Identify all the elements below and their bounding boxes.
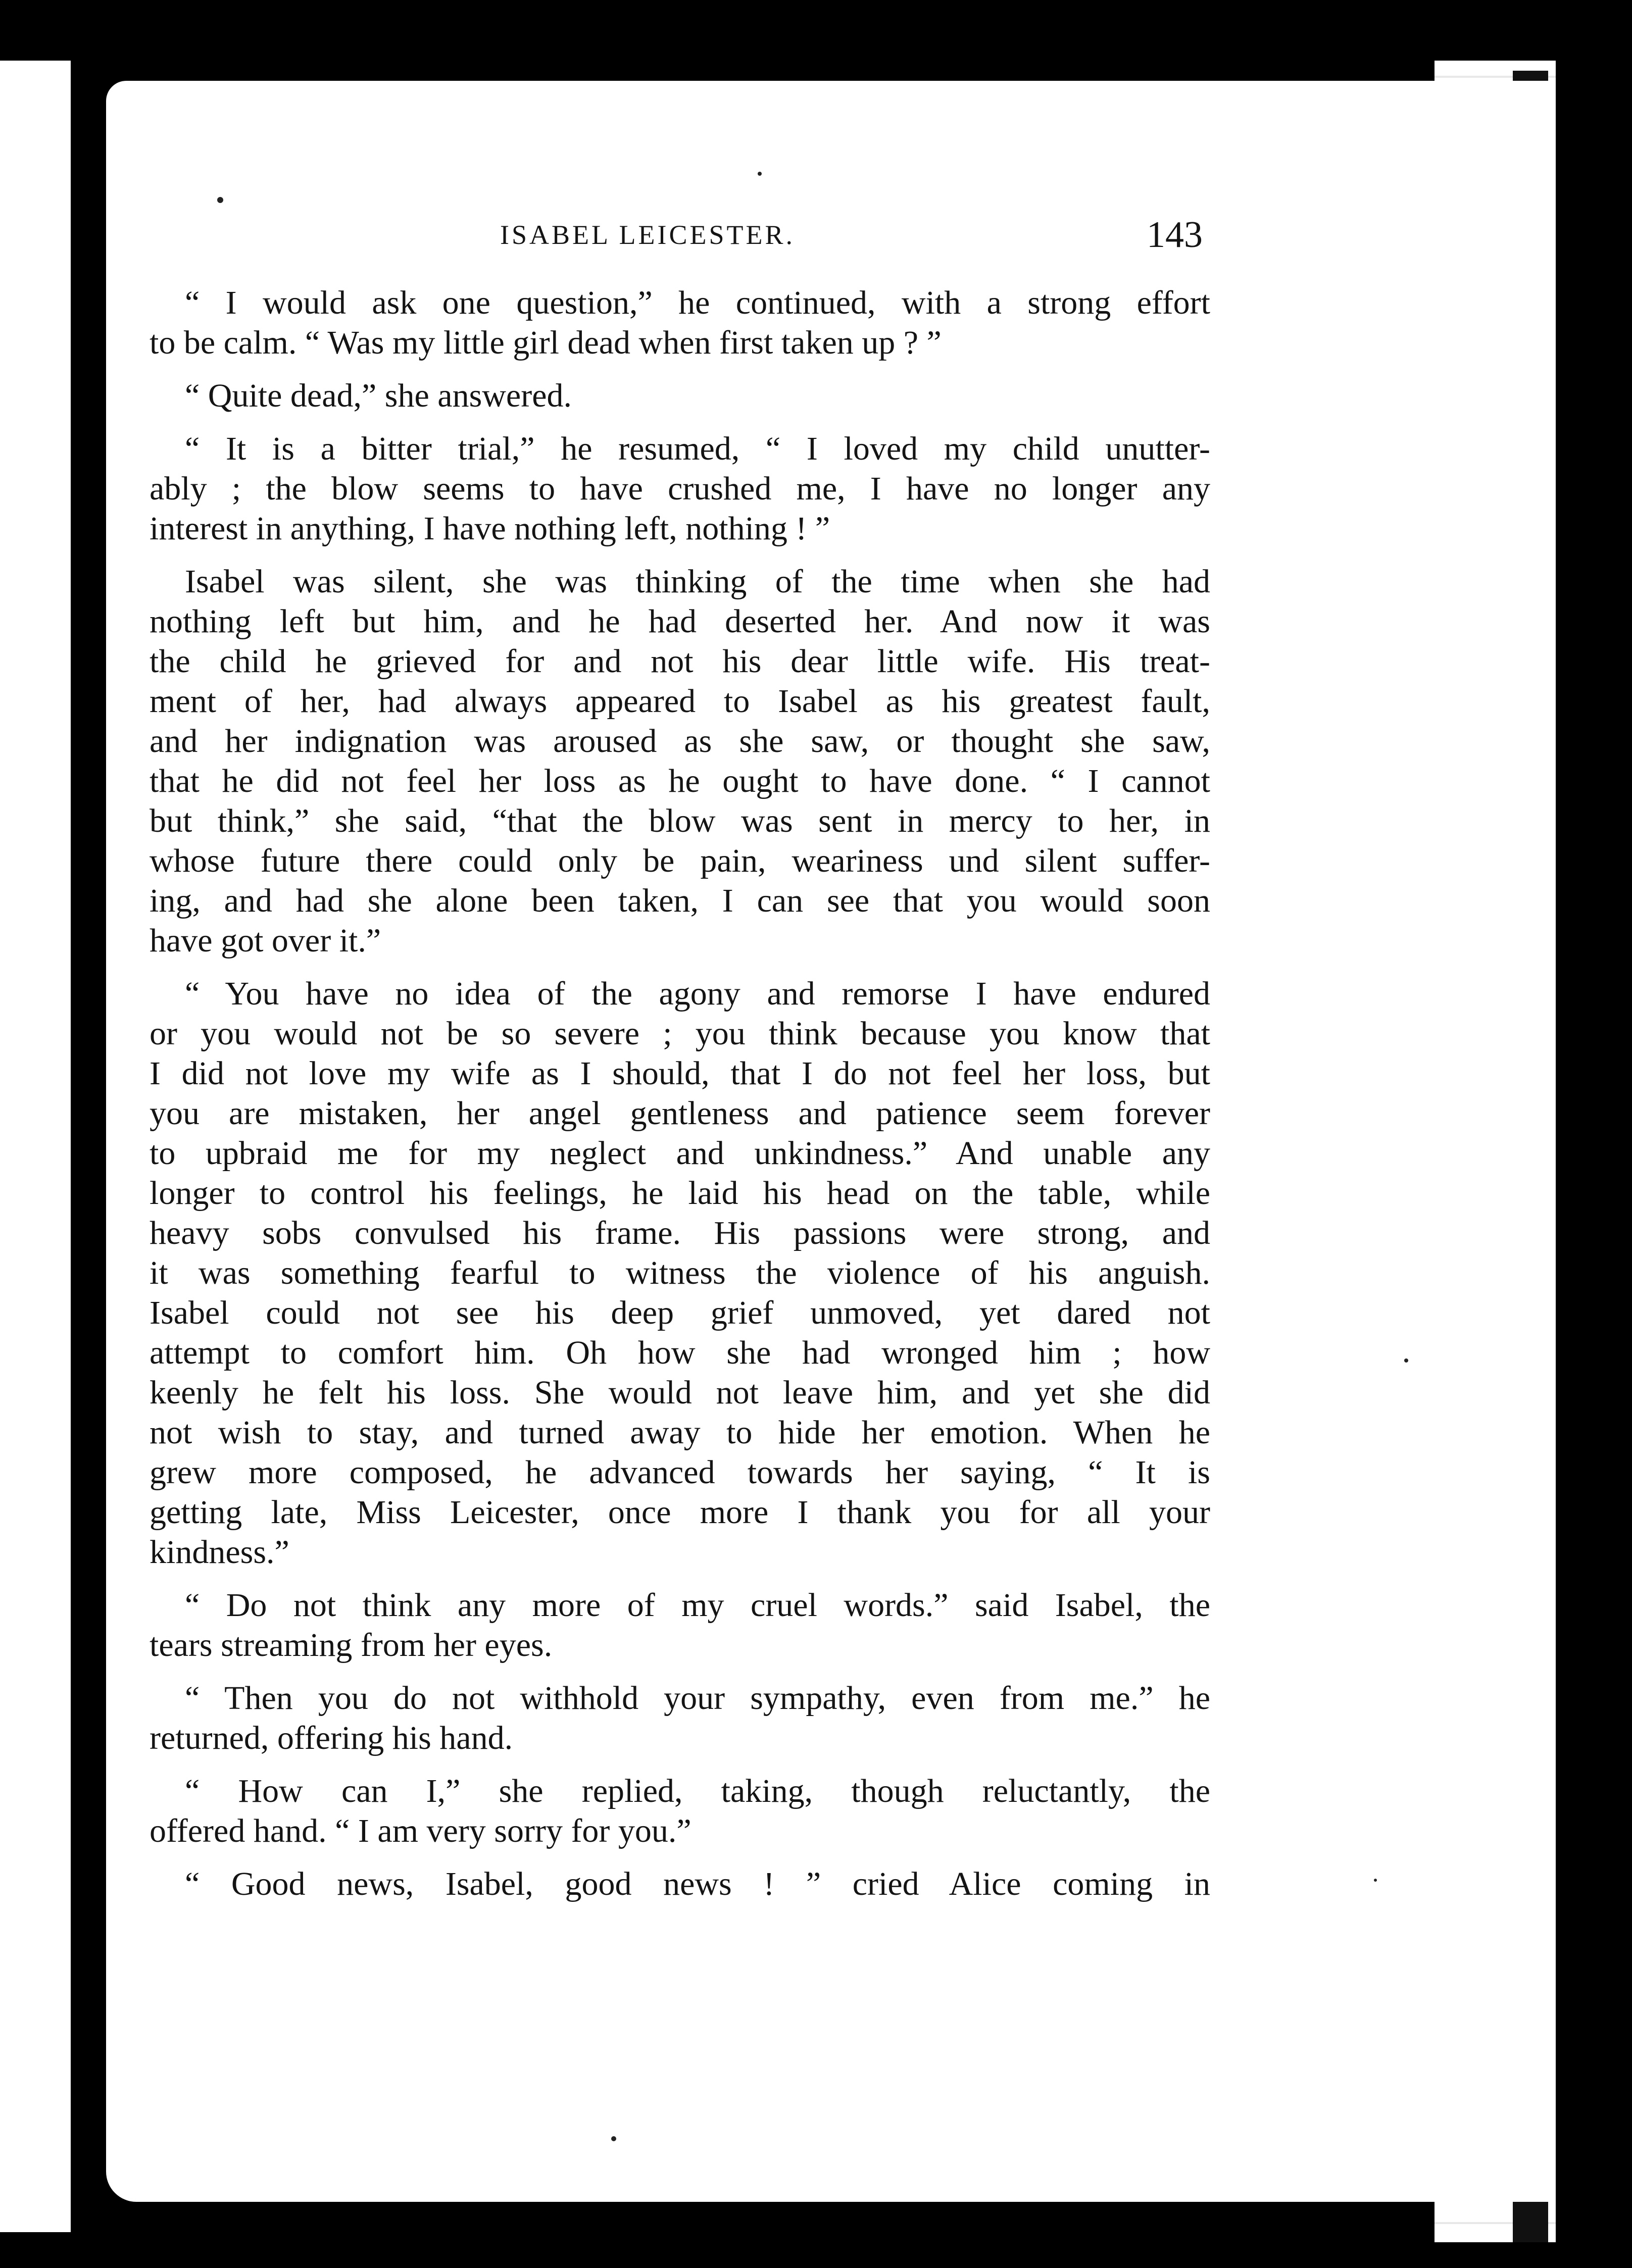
- text-line: ment of her, had always appeared to Isabel as his greatest fault,: [150, 683, 1210, 720]
- text-line: keenly he felt his loss. She would not leave him, and yet she did: [150, 1374, 1210, 1411]
- text-line: it was something fearful to witness the violence of his anguish.: [150, 1254, 1210, 1291]
- left-gutter-shadow: [71, 51, 106, 2247]
- text-line: “ I would ask one question,” he continued, with a strong effort: [185, 284, 1210, 321]
- body-text: [150, 283, 1210, 1917]
- paragraph: [150, 429, 1210, 548]
- text-line: “ Quite dead,” she answered.: [185, 377, 572, 414]
- text-line: not wish to stay, and turned away to hide her emotion. When he: [150, 1414, 1210, 1451]
- text-line: Isabel could not see his deep grief unmoved, yet dared not: [150, 1294, 1210, 1331]
- paragraph: [150, 283, 1210, 363]
- text-line: whose future there could only be pain, weariness und silent suffer-: [150, 842, 1210, 879]
- text-line: I did not love my wife as I should, that I do not feel her loss, but: [150, 1055, 1210, 1092]
- text-line: attempt to comfort him. Oh how she had wronged him ; how: [150, 1334, 1210, 1371]
- text-line: tears streaming from her eyes.: [150, 1627, 553, 1664]
- text-line: getting late, Miss Leicester, once more I thank you for all your: [150, 1494, 1210, 1531]
- text-line: have got over it.”: [150, 922, 381, 959]
- previous-page-edge: [0, 61, 71, 2232]
- paragraph: [150, 1585, 1210, 1665]
- text-line: interest in anything, I have nothing left, nothing ! ”: [150, 510, 830, 547]
- text-line: longer to control his feelings, he laid his head on the table, while: [150, 1175, 1210, 1212]
- text-line: “ It is a bitter trial,” he resumed, “ I loved my child unutter-: [185, 430, 1210, 467]
- text-line: or you would not be so severe ; you think because you know that: [150, 1015, 1210, 1052]
- text-line: kindness.”: [150, 1534, 289, 1571]
- text-line: heavy sobs convulsed his frame. His passions were strong, and: [150, 1215, 1210, 1251]
- paragraph: [150, 562, 1210, 961]
- paragraph: [150, 1678, 1210, 1758]
- text-line: “ Do not think any more of my cruel words.” said Isabel, the: [185, 1587, 1210, 1624]
- text-line: to be calm. “ Was my little girl dead when first taken up ? ”: [150, 324, 942, 361]
- text-line: to upbraid me for my neglect and unkindness.” And unable any: [150, 1135, 1210, 1172]
- running-title: ISABEL LEICESTER.: [500, 220, 795, 250]
- text-line: offered hand. “ I am very sorry for you.”: [150, 1812, 691, 1849]
- text-line: nothing left but him, and he had deserted her. And now it was: [150, 603, 1210, 640]
- text-line: “ Good news, Isabel, good news ! ” cried Alice coming in: [185, 1866, 1210, 1902]
- text-line: and her indignation was aroused as she saw, or thought she saw,: [150, 723, 1210, 760]
- page-number: 143: [1147, 214, 1203, 256]
- text-line: “ You have no idea of the agony and remorse I have endured: [185, 975, 1210, 1012]
- text-line: returned, offering his hand.: [150, 1720, 513, 1756]
- text-line: the child he grieved for and not his dear little wife. His treat-: [150, 643, 1210, 680]
- text-line: ably ; the blow seems to have crushed me, I have no longer any: [150, 470, 1210, 507]
- text-line: grew more composed, he advanced towards her saying, “ It is: [150, 1454, 1210, 1491]
- text-line: but think,” she said, “that the blow was sent in mercy to her, in: [150, 802, 1210, 839]
- text-line: ing, and had she alone been taken, I can see that you would soon: [150, 882, 1210, 919]
- running-head: [152, 212, 1263, 258]
- text-line: that he did not feel her loss as he ought to have done. “ I cannot: [150, 763, 1210, 799]
- text-line: “ How can I,” she replied, taking, though reluctantly, the: [185, 1773, 1210, 1809]
- text-line: “ Then you do not withhold your sympathy, even from me.” he: [185, 1680, 1210, 1717]
- text-line: you are mistaken, her angel gentleness and patience seem forever: [150, 1095, 1210, 1132]
- paragraph: [150, 376, 1210, 416]
- paragraph: [150, 1864, 1210, 1904]
- paragraph: [150, 974, 1210, 1572]
- text-line: Isabel was silent, she was thinking of the time when she had: [185, 563, 1210, 600]
- paragraph: [150, 1771, 1210, 1851]
